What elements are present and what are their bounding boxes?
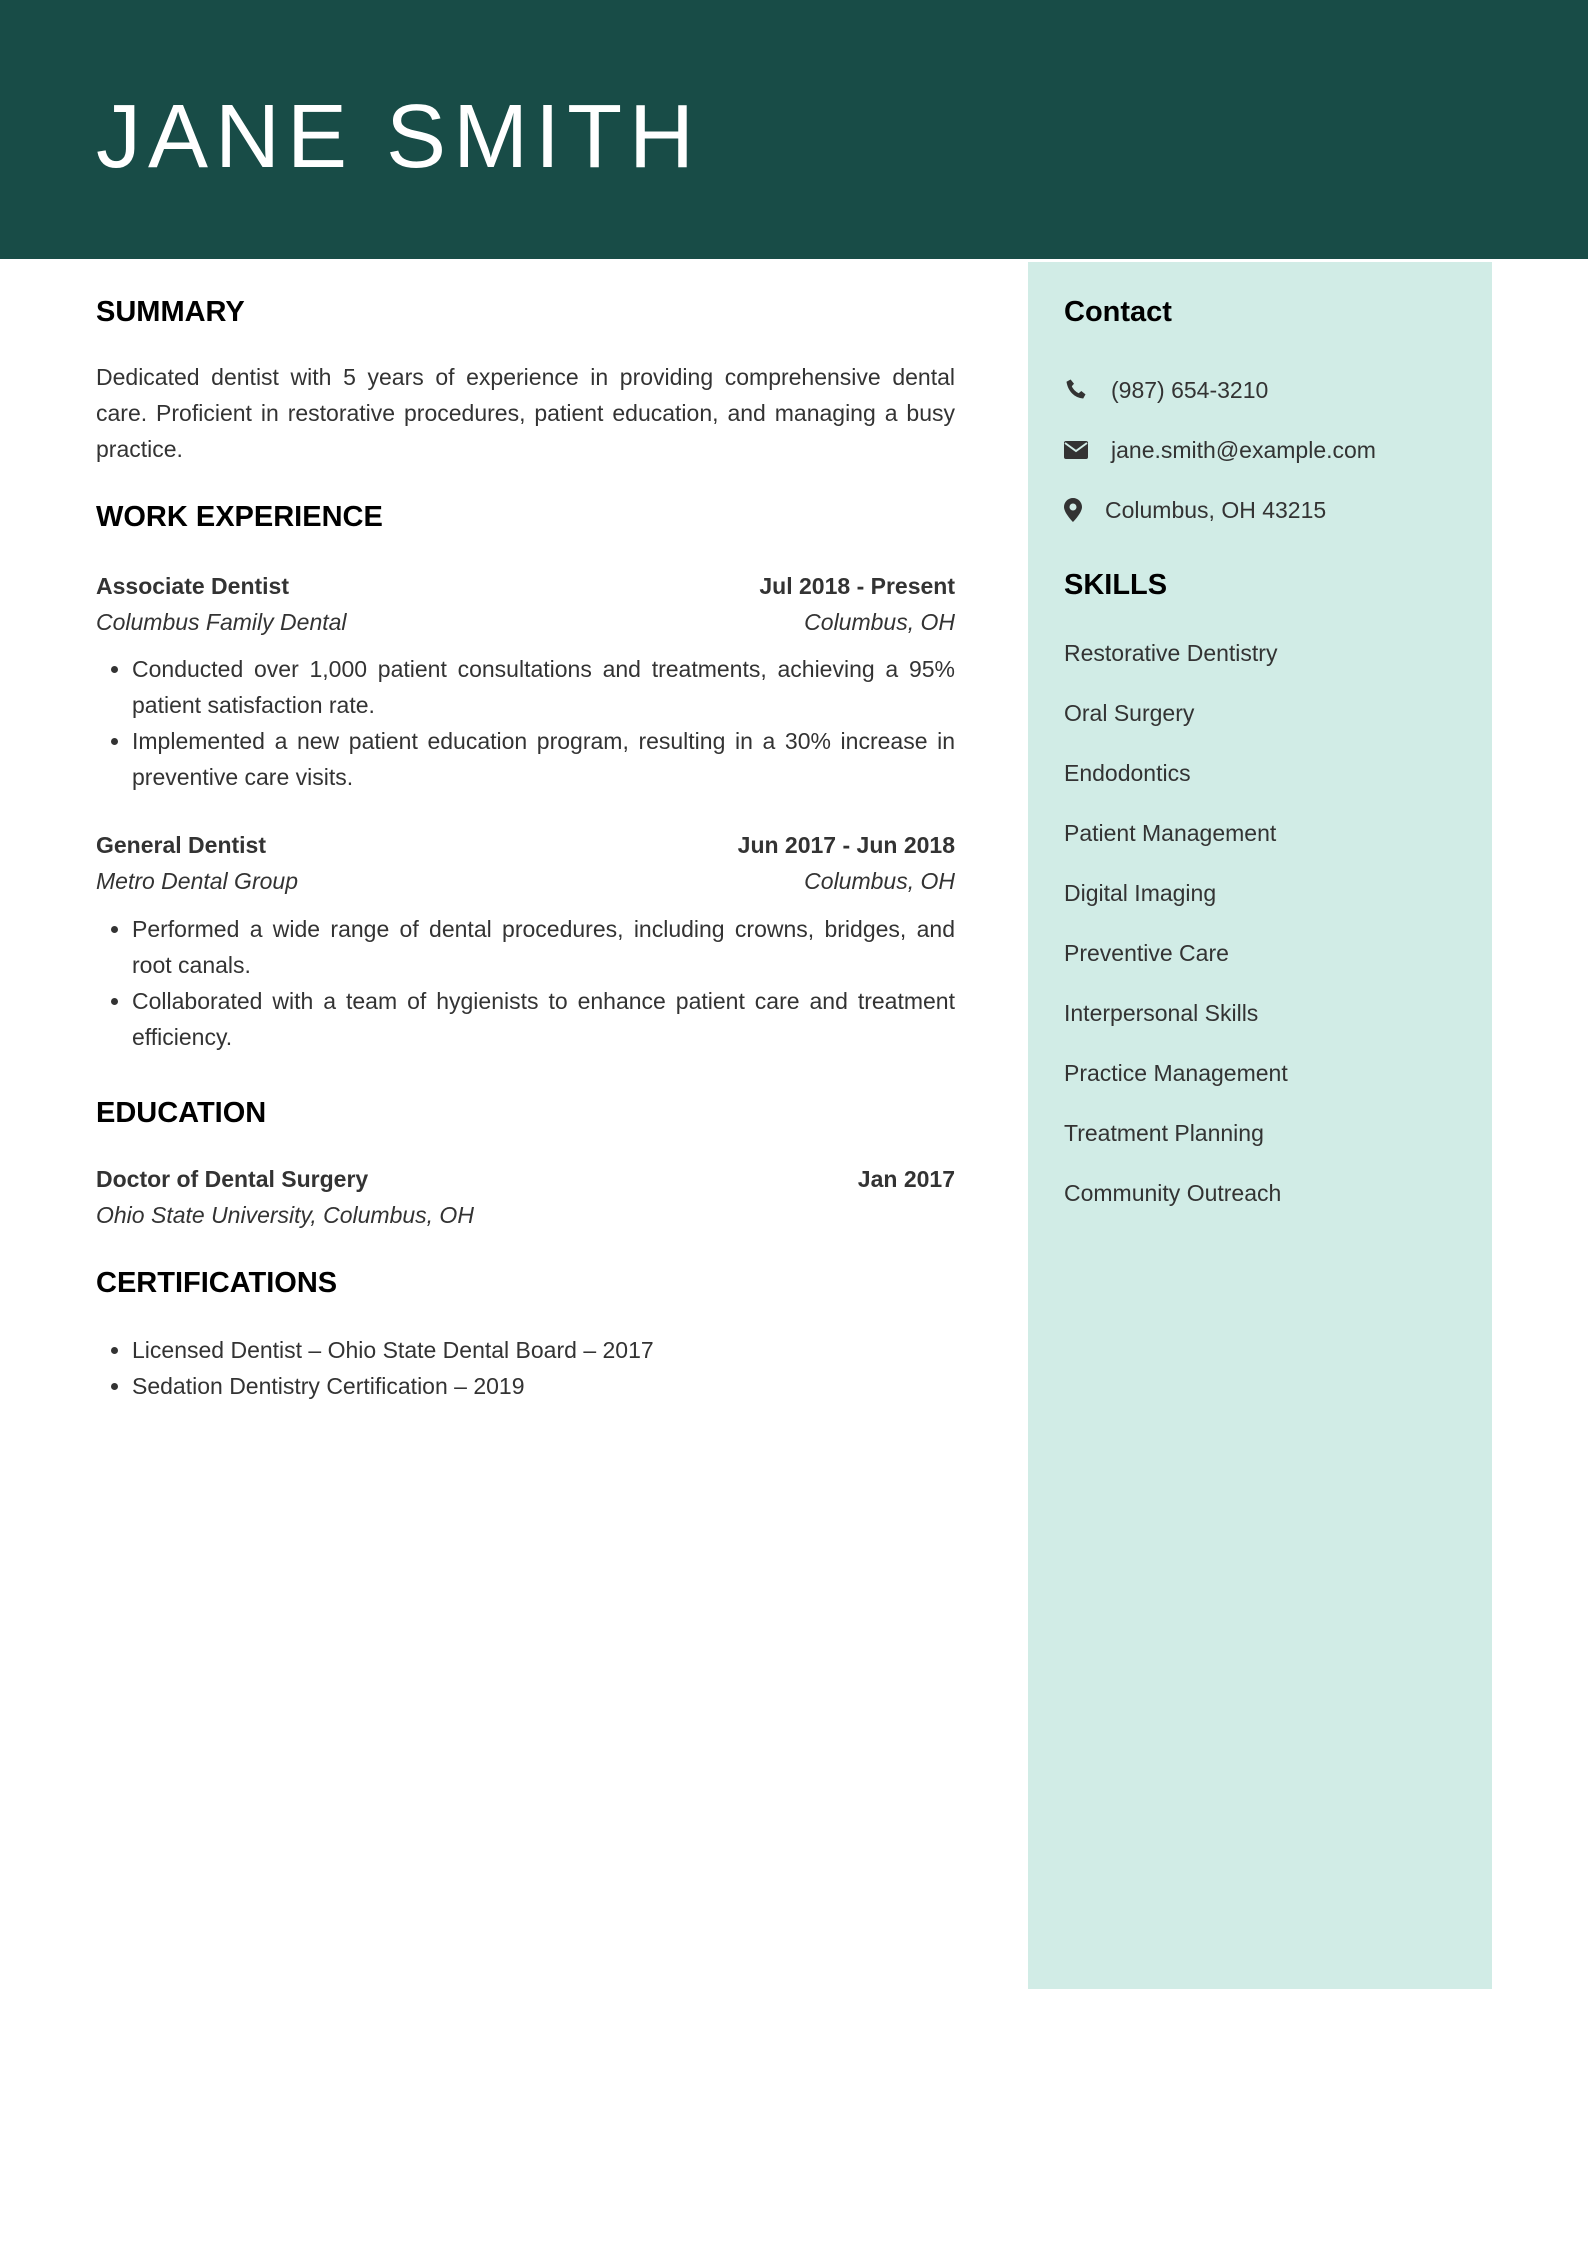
sidebar [1028, 262, 1492, 1989]
phone-icon [1064, 378, 1098, 402]
skills-heading: SKILLS [1064, 569, 1168, 601]
skill-item: Restorative Dentistry [1064, 640, 1278, 666]
contact-location [1064, 492, 1456, 528]
skill-item: Community Outreach [1064, 1180, 1282, 1206]
job-location: Columbus, OH [804, 868, 955, 894]
summary-heading: SUMMARY [96, 296, 245, 328]
school: Ohio State University, Columbus, OH [96, 1202, 474, 1228]
phone-text: (987) 654-3210 [1111, 377, 1269, 403]
job-title: General Dentist [96, 832, 266, 858]
skill-item: Treatment Planning [1064, 1120, 1264, 1146]
skills-list [1064, 635, 1456, 1211]
job-title: Associate Dentist [96, 573, 290, 599]
job-entry [96, 827, 955, 1055]
job-bullet: • Implemented a new patient education program, resulting in a 30% increase in preventive care visits. [132, 723, 955, 795]
map-pin-icon [1064, 498, 1092, 522]
candidate-name: JANE SMITH [96, 87, 702, 187]
skill-item: Practice Management [1064, 1060, 1288, 1086]
location-text: Columbus, OH 43215 [1105, 497, 1327, 523]
job-entry [96, 568, 955, 795]
work-heading: WORK EXPERIENCE [96, 501, 383, 533]
contact-email [1064, 432, 1456, 468]
education-date: Jan 2017 [857, 1166, 955, 1192]
job-location: Columbus, OH [804, 609, 955, 635]
skill-item: Patient Management [1064, 820, 1277, 846]
job-company: Columbus Family Dental [96, 609, 347, 635]
job-bullet: • Performed a wide range of dental procedures, including crowns, bridges, and root canals. [132, 911, 955, 983]
envelope-icon [1064, 438, 1098, 462]
email-text[interactable]: jane.smith@example.com [1111, 437, 1376, 463]
certifications-heading: CERTIFICATIONS [96, 1267, 338, 1299]
summary-text: Dedicated dentist with 5 years of experience in providing comprehensive dental care. Proficient in restorative procedures, patient education, and managing a busy practice. [96, 364, 955, 462]
header-banner [0, 0, 1588, 259]
skill-item: Interpersonal Skills [1064, 1000, 1259, 1026]
skill-item: Oral Surgery [1064, 700, 1195, 726]
contact-heading: Contact [1064, 296, 1172, 328]
contact-phone [1064, 372, 1456, 408]
education-heading: EDUCATION [96, 1097, 267, 1129]
degree: Doctor of Dental Surgery [96, 1166, 369, 1192]
job-company: Metro Dental Group [96, 868, 298, 894]
skill-item: Preventive Care [1064, 940, 1229, 966]
skill-item: Digital Imaging [1064, 880, 1217, 906]
job-bullet: • Collaborated with a team of hygienists to enhance patient care and treatment efficiency. [132, 983, 955, 1055]
job-bullet: • Conducted over 1,000 patient consultations and treatments, achieving a 95% patient satisfaction rate. [132, 651, 955, 723]
main-column [96, 294, 955, 1404]
skill-item: Endodontics [1064, 760, 1191, 786]
certification-item: • Sedation Dentistry Certification – 2019 [132, 1368, 955, 1404]
job-dates: Jun 2017 - Jun 2018 [737, 832, 955, 858]
education-entry [96, 1161, 955, 1233]
certification-item: • Licensed Dentist – Ohio State Dental Board – 2017 [132, 1332, 955, 1368]
job-dates: Jul 2018 - Present [759, 573, 955, 599]
